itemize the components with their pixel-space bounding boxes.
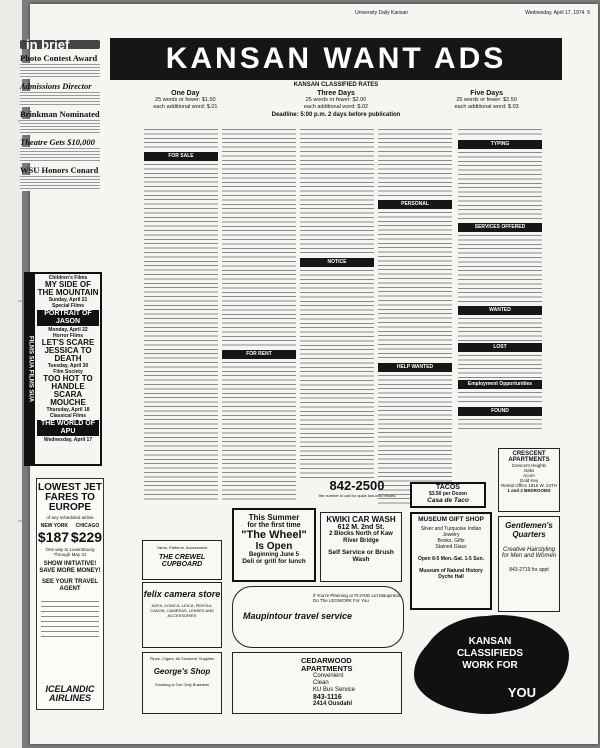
rate-one-day: One Day 25 words or fewer: $1.50 each additional word: $.01 — [153, 90, 218, 110]
felix-camera-ad: felix camera store AGFA, KONICA, LEICA, PENTAX, CANON, CAMERAS, LENSES AND ACCESSORIES — [142, 582, 222, 648]
rates-title: KANSAN CLASSIFIED RATES — [293, 82, 379, 88]
iceland-logo: ICELANDIC AIRLINES — [45, 684, 95, 703]
page-header — [38, 10, 590, 20]
section-for-rent: FOR RENT — [222, 350, 296, 359]
classified-column-5 — [458, 128, 542, 448]
iceland-headline: LOWEST JET FARES TO EUROPE — [38, 482, 102, 513]
masthead: KANSAN WANT ADS — [110, 38, 562, 80]
cedarwood-ad: CEDARWOOD APARTMENTS Convenient Clean KU Bus Service 843-1116 2414 Ousdahl — [232, 652, 402, 714]
iceland-travel: SEE YOUR TRAVEL AGENT — [41, 579, 99, 592]
adjacent-page-edge — [0, 0, 22, 748]
film-line: THE WORLD OF APU — [37, 420, 99, 436]
film-line: MY SIDE OF THE MOUNTAIN — [37, 280, 99, 297]
section-notice: NOTICE — [300, 258, 374, 267]
brief-headline: Theatre Gets $10,000 — [20, 137, 95, 147]
brief-body — [20, 147, 100, 163]
city-chicago: CHICAGO — [75, 523, 100, 529]
iceland-note: One way to Luxembourg Through May 31 — [45, 547, 95, 557]
georges-shop-ad: Pipes, Cigars, All Smokers' Supplies George's Shop Smoking is Our Only Business — [142, 652, 222, 714]
film-line: Horror Films — [52, 333, 83, 339]
iceland-sub: of any scheduled airline — [46, 515, 94, 520]
film-line: LET'S SCARE JESSICA TO DEATH — [41, 338, 95, 363]
film-line: Thursday, April 18 — [46, 407, 90, 413]
brief-body — [20, 63, 100, 79]
film-line: PORTRAIT OF JASON — [37, 310, 99, 326]
icelandic-airlines-ad — [36, 478, 104, 710]
film-line: SCARA MOUCHE — [50, 390, 86, 407]
in-brief-tag: in brief — [20, 40, 100, 49]
films-side-banner: FILMS SUA FILMS SUA — [26, 274, 35, 464]
classified-column-1 — [144, 128, 218, 506]
coupon-form — [41, 597, 99, 637]
brief-headline: Photo Contest Award — [20, 53, 98, 63]
issue-date: Wednesday, April 17, 1974 — [525, 10, 585, 16]
kwiki-car-wash-ad: KWIKI CAR WASH 612 M. 2nd St. 2 Blocks North of Kaw River Bridge Self Service or Brush Wash — [320, 512, 402, 582]
kansan-classifieds-ad: KANSAN CLASSIFIEDS WORK FOR YOU — [420, 616, 560, 712]
iceland-save: SHOW INITIATIVE! SAVE MORE MONEY! — [39, 561, 101, 574]
section-for-sale: FOR SALE — [144, 152, 218, 161]
brief-headline: WSU Honors Conard — [20, 165, 99, 175]
section-personal: PERSONAL — [378, 200, 452, 209]
brief-headline: Admissions Director — [20, 81, 92, 91]
casa-de-taco-ad: TACOS $3.50 per Dozen Casa de Taco — [410, 482, 486, 508]
film-line: Wednesday, April 17 — [43, 437, 93, 443]
classified-column-2 — [222, 128, 296, 506]
crewel-cupboard-ad: Yarns, Patterns, Accessories THE CREWEL CUPBOARD — [142, 540, 222, 580]
section-services: SERVICES OFFERED — [458, 223, 542, 232]
page-number: 5 — [587, 10, 590, 16]
the-wheel-ad: This Summer for the first time "The Wheel" Is Open Beginning June 5 Deli or grill for lunch — [232, 508, 316, 582]
film-line: TOO HOT TO HANDLE — [43, 374, 93, 391]
film-line: Monday, April 22 — [48, 327, 88, 333]
section-typing: TYPING — [458, 140, 542, 149]
film-line: Tuesday, April 30 — [47, 363, 89, 369]
deadline: Deadline: 5:00 p.m. 2 days before publication — [271, 112, 401, 118]
brief-body — [20, 91, 100, 107]
film-line: Children's Films — [48, 275, 88, 281]
price-chicago: $229 — [70, 529, 103, 545]
film-line: Special Films — [52, 303, 84, 309]
film-line: Classical Films — [49, 413, 87, 419]
rate-five-days: Five Days 25 words or fewer: $2.50 each additional word: $.03 — [454, 90, 519, 110]
gentlemens-quarters-ad: Gentlemen's Quarters Creative Hairstyling for Men and Women 843-2719 for appt — [498, 516, 560, 612]
classified-rates — [110, 82, 562, 126]
paper-name: University Daily Kansan — [355, 10, 408, 16]
film-line: Film Society — [53, 369, 83, 375]
museum-gift-shop-ad: MUSEUM GIFT SHOP Silver and Turquoise Indian Jewelry Books, Gifts Stained Glass Open 8-5 Mon.-Sat. 1-5 Sun. Museum of Natural History Dyche Hall — [410, 512, 492, 610]
phone-number-ad: 842-2500 the number to call for quick low-cost results — [318, 478, 396, 498]
price-ny: $187 — [37, 529, 70, 545]
brief-body — [20, 119, 100, 135]
crescent-apartments-ad: CRESCENT APARTMENTS Crescent Heights Oaks Acorn Gold Key Rental Office 1815 W. 24TH 1 and 2 BEDROOMS — [498, 448, 560, 512]
sua-films-ad — [24, 272, 102, 466]
brief-body — [20, 175, 100, 191]
section-wanted: WANTED — [458, 306, 542, 315]
section-help-wanted: HELP WANTED — [378, 363, 452, 372]
classified-column-3 — [300, 128, 374, 478]
city-ny: NEW YORK — [40, 523, 69, 529]
section-lost: LOST — [458, 343, 542, 352]
maupintour-ad: If You're Planning or FLYING Let Maupintour Do The LEGWORK For You Maupintour travel service — [232, 586, 404, 648]
brief-headline: Brinkman Nominated — [20, 109, 100, 119]
rate-three-days: Three Days 25 words or fewer: $2.00 each additional word: $.02 — [303, 90, 369, 110]
section-found: FOUND — [458, 407, 542, 416]
classified-column-4 — [378, 128, 452, 506]
section-employment: Employment Opportunities — [458, 380, 542, 389]
film-line: Sunday, April 21 — [48, 297, 88, 303]
